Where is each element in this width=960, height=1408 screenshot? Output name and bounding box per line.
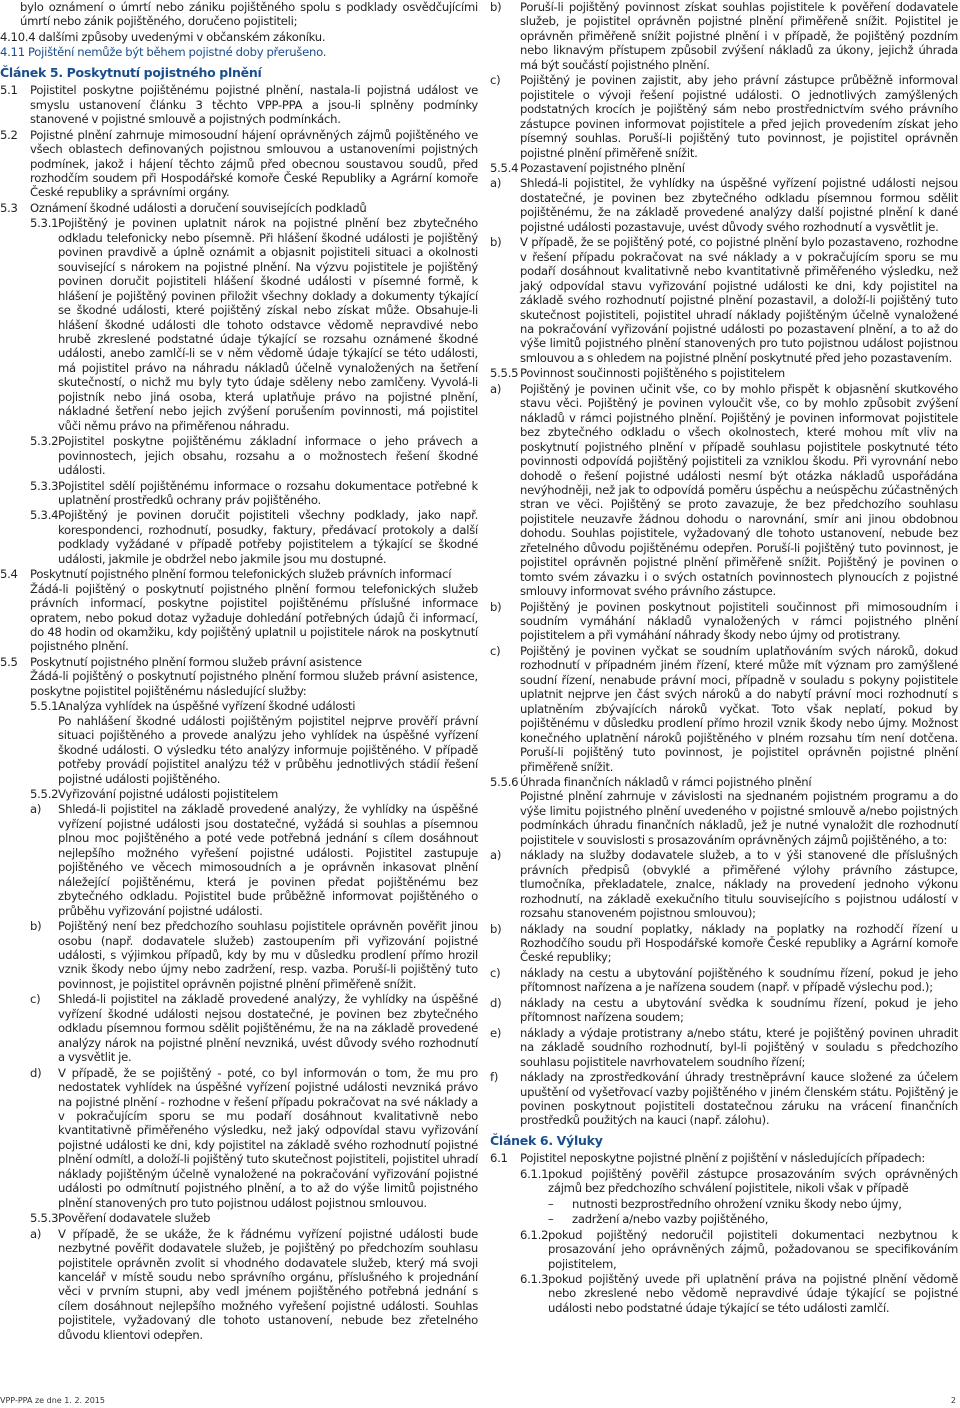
clause-5-5-2: 5.5.2 Vyřizování pojistné události pojistitelem (30, 787, 279, 802)
clause-5-4: 5.4 Poskytnutí pojistného plnění formou telefonických služeb právních informací Žádá-li pojištěný o poskytnutí pojistného plnění formou telefonických služeb právních informací, poskytne pojistitel pojištěnému příslušné informace opratem, nebo pokud dotaz vyžaduje dohledání potřebných údajů či informací, do 48 hodin od okamžiku, kdy pojištěný uplatnil u pojistitele nárok na poskytnutí pojistného plnění. (0, 567, 478, 654)
clause-5-5-3-a: a) V případě, že se ukáže, že k řádnému vyřízení pojistné události bude nezbytné pověřit dodavatele služeb, je pojištěný po předchozím souhlasu pojistitele oprávněn zvolit si vhodného dodavatele služeb, který má svoji kancelář v místě soudu nebo správního orgánu, příslušného k projednání věci v prvním stupni, aby vedl jménem pojištěného potřebná jednání s cílem dosáhnout nejlepšího možného vyřešení pojistné události. Souhlas pojistitele, vyžadovaný dle tohoto ustanovení, nebude bez zřetelného důvodu klientovi odepřen. (30, 1226, 478, 1342)
clause-5-3: 5.3 Oznámení škodné události a doručení souvisejících podkladů (0, 200, 367, 215)
clause-5-5-3-b: b) Poruší-li pojištěný povinnost získat souhlas pojistitele k pověření dodavatele služeb, je pojistitel oprávněn pojistné plnění přiměřeně snížit. Pojistitel je oprávněn přiměřeně snížit pojistné plnění i v případě, že pojištěný pozdním nebo liknavým přístupem způsobil zvýšení nákladů za úkony, jejichž úhrada má být součástí pojistného plnění. (490, 0, 958, 72)
clause-5-5-4: 5.5.4 Pozastavení pojistného plnění (490, 160, 685, 175)
clause-5-5-2-b: b) Pojištěný není bez předchozího souhlasu pojistitele oprávněn pověřit jinou osobu (např. dodavatele služeb) zastoupením při vyřizování pojistné události, s výjimkou případů, kdy by mu v důsledku prodlení přímo hrozil vznik škody nebo újmy nebo zadržení, resp. vazba. Poruší-li pojištěný tuto povinnost, je pojistitel oprávněn pojistné plnění přiměřeně snížit. (30, 919, 478, 991)
clause-5-3-2: 5.3.2 Pojistitel poskytne pojištěnému základní informace o jeho právech a povinnostech, jejich obsahu, rozsahu a o možnostech řešení škodné události. (30, 434, 478, 478)
clause-5-5-5-c: c) Pojištěný je povinen vyčkat se soudním uplatňováním svých nároků, dokud rozhodnutí v případném jiném řízení, které může mít význam pro zamýšlené soudní řízení, nenabude právní moci, případně v souladu s pokyny pojistitele uplatnit nejprve jen část svých nároků a do nabytí právní moci rozhodnutí s uplatněním zbývajících nároků vyčkat. Toto však neplatí, pokud by pojištěnému v důsledku prodlení přímo hrozil vznik škody nebo újmy. Možnost konečného uplatnění nároků pojištěného v plném rozsahu tím není dotčena. Poruší-li pojištěný tuto povinnost, je pojistitel oprávněn pojistné plnění přiměřeně snížit. (490, 643, 958, 774)
article-heading: Článek 5. Poskytnutí pojistného plnění (0, 64, 262, 80)
left-column (0, 0, 478, 1343)
clause-5-5-2-d: d) V případě, že se pojištěný - poté, co byl informován o tom, že mu pro nedostatek vyhlídek na úspěšné vyřízení pojistné události nevzniká právo na pojistné plnění - rozhodne v řešení případu pokračovat na své náklady a v pokračujícím sporu se mu podaří dosáhnout kvalitativně nebo kvantitativně přiměřeného výsledku, než jaký odpovídal stavu vyřizování pojistné události ke dni, kdy pojistitel na základě svého rozhodnutí pojistné plnění odmítl, a doloží-li pojištěný tuto skutečnost pojistiteli, pojistitel uhradí náklady pojištěným účelně vynaložené na pokračování vyřizování pojistné události po odmítnutí pojistného plnění, a to až do výše limitů pojistného plnění stanovených pro tuto pojistnou událost pojistnou smlouvou. (30, 1065, 479, 1210)
clause-5-5-4-a: a) Shledá-li pojistitel, že vyhlídky na úspěšné vyřízení pojistné události nejsou dostatečné, je povinen bez zbytečného odkladu písemnou formou sdělit pojištěnému, že na základě provedené analýzy další pojistné plnění k dané pojistné události pozastavuje, uvést důvody svého rozhodnutí a vysvětlit je. (490, 176, 958, 234)
clause-5-3-4: 5.3.4 Pojištěný je povinen doručit pojistiteli všechny podklady, jako např. korespondenci, rozhodnutí, posudky, faktury, předávací protokoly a další podklady vyžádané v případě potřeby pojistitelem a týkající se škodné události, jakmile je obdržel nebo jakmile jsou mu dostupné. (30, 508, 478, 566)
clause-6-1-1-dash: – nutnosti bezprostředního ohrožení vzniku škody nebo újmy, (548, 1196, 902, 1211)
clause-4-11: 4.11 Pojištění nemůže být během pojistné doby přerušeno. (0, 45, 327, 60)
clause-5-5-6: 5.5.6 Úhrada finančních nákladů v rámci pojistného plnění Pojistné plnění zahrnuje v závislosti na sjednaném pojistném programu a do výše limitu pojistného plnění uvedeného v pojistné smlouvě a/nebo pojistných podmínkách úhradu finančních nákladů, jež je nutné vynaložit dle rozhodnutí pojistitele v souvislosti s prosazováním oprávněných zájmů pojištěného, a to: (490, 775, 958, 847)
clause-6-1-1-dash: – zadržení a/nebo vazby pojištěného, (548, 1212, 769, 1227)
footer-document-id: VPP-PPA ze dne 1. 2. 2015 (0, 1396, 105, 1405)
page-number: 2 (950, 1396, 956, 1405)
clause-5-1: 5.1 Pojistitel poskytne pojištěnému pojistné plnění, nastala-li pojistná událost ve smyslu ustanovení článku 3 těchto VPP-PPA a jsou-li splněny podmínky stanovené v pojistné smlouvě a pojistných podmínkách. (0, 83, 478, 127)
clause-5-5-6-a: a) náklady na služby dodavatele služeb, a to v ýši stanovené dle příslušných právních předpisů (obvyklé a přiměřené výlohy právního zástupce, tlumočníka, překladatele, znalce, náklady na provedení jednoho výkonu rozhodnutí, na základě exekučního titulu souvisejícího s pojistnou událostí v rozsahu stanoveném pojistnou smlouvou); (490, 848, 958, 921)
clause-5-2: 5.2 Pojistné plnění zahrnuje mimosoudní hájení oprávněných zájmů pojištěného ve všech oblastech definovaných pojistnou smlouvou a ustanoveními pojistných podmínek, jakož i hájení těchto zájmů před obecnou soustavou soudů, před rozhodčím soudem při Hospodářské komoře České Republiky a Agrární komoře České republiky a správními orgány. (0, 127, 478, 200)
clause-5-5-2-a: a) Shledá-li pojistitel na základě provedené analýzy, že vyhlídky na úspěšné vyřízení pojistné události jsou dostatečné, vyžádá si souhlas a písemnou plnou moc pojištěného a poté vede potřebná jednání s cílem dosáhnout nejlepšího možného vyřešení pojistné události. Pojistitel zastupuje pojištěného ve věcech mimosoudních a je oprávněn inkasovat plnění náležející pojištěnému, která je povinen předat pojištěnému bez zbytečného odkladu. Pojistitel bude průběžně informovat pojištěného o průběhu vyřizování pojistné události. (30, 802, 478, 918)
clause-5-5-6-d: d) náklady na cestu a ubytování svědka k soudnímu řízení, pokud je jeho přítomnost nařízena soudem; (490, 995, 958, 1025)
clause-5-5-3-c: c) Pojištěný je povinen zajistit, aby jeho právní zástupce průběžně informoval pojistitele o vývoji řešení pojistné události. O jednotlivých zamýšlených podstatných krocích je pojištěný sám nebo prostřednictvím svého právního zástupce povinen informovat pojistitele a před jejich provedením získat jeho písemný souhlas. Poruší-li pojištěný tuto povinnost, je pojistitel oprávněn pojistné plnění přiměřeně snížit. (490, 73, 958, 160)
clause-6-1: 6.1 Pojistitel neposkytne pojistné plnění z pojištění v následujících případech: (490, 1151, 926, 1166)
clause-6-1-3: 6.1.3 pokud pojištěný uvede při uplatnění práva na pojistné plnění vědomě nebo zkreslené nebo vědomě nepravdivé údaje týkající se pojistné události nebo podstatné údaje týkající se této události zamlčí. (520, 1271, 958, 1315)
clause-5-5-6-e: e) náklady a výdaje protistrany a/nebo státu, které je pojištěný povinen uhradit na základě soudního rozhodnutí, byl-li pojištěný v souladu s předchozího souhlasu pojistitele navrhovatelem soudního řízení; (490, 1025, 958, 1069)
clause-5-5-1: 5.5.1 Analýza vyhlídek na úspěšné vyřízení škodné události Po nahlášení škodné události pojištěným pojistitel nejprve prověří právní situaci pojištěného a provede analýzu jeho vyhlídek na úspěšné vyřízení škodné události. O výsledku této analýzy informuje pojištěného. V případě potřeby provádí pojistitel analýzu též v průběhu jednotlivých stádií řešení pojistné události pojištěného. (30, 699, 478, 786)
clause-5-5: 5.5 Poskytnutí pojistného plnění formou služeb právní asistence Žádá-li pojištěný o poskytnutí pojistného plnění formou služeb právní asistence, poskytne pojistitel pojištěnému následující služby: (0, 654, 478, 698)
article-heading: Článek 6. Výluky (490, 1132, 603, 1148)
clause-5-5-6-b: b) náklady na soudní poplatky, náklady na poplatky na rozhodčí řízení u Rozhodčího soudu při Hospodářské komoře České republiky a Agrární komoře České republiky; (490, 921, 958, 965)
right-column (490, 0, 958, 1316)
clause-5-3-1: 5.3.1 Pojištěný je povinen uplatnit nárok na pojistné plnění bez zbytečného odkladu telefonicky nebo písemně. Při hlášení škodné události je pojištěný povinen pravdivě a úplně oznámit a objasnit pojistiteli situaci a okolnosti související s nárokem na pojistné plnění. Na výzvu pojistitele je pojištěný povinen doručit pojistiteli hlášení škodné události v písemné formě, k hlášení je pojištěný povinen přiložit všechny doklady a dokumenty týkající se škodné události, které pojištěný získal nebo získat může. Obsahuje-li hlášení škodné události dle tohoto odstavce vědomě nepravdivé nebo hrubě zkreslené podstatné údaje týkající se rozsahu oznámené škodné události, anebo zamlčí-li se v něm vědomě údaje týkající se této události, má pojistitel právo na náhradu nákladů účelně vynaložených na šetření skutečností, o nichž mu byly tyto údaje sděleny nebo zamlčeny. Vyvolá-li pojistník nebo jiná osoba, která uplatňuje právo na pojistné plnění, nákladné šetření nebo jejich zvýšení porušením povinnosti, má pojistitel vůči němu právo na přiměřenou náhradu. (30, 216, 478, 433)
clause-5-5-2-c: c) Shledá-li pojistitel na základě provedené analýzy, že vyhlídky na úspěšné vyřízení škodné události nejsou dostatečné, je povinen bez zbytečného odkladu písemnou formou sdělit pojištěnému, že na na základě provedené analýzy nárok na pojistné plnění nevzniká, uvést důvody svého rozhodnutí a vysvětlit je. (30, 992, 478, 1065)
clause-5-5-4-b: b) V případě, že se pojištěný poté, co pojistné plnění bylo pozastaveno, rozhodne v řešení případu pokračovat na své náklady a v pokračujícím sporu se mu podaří dosáhnout kvalitativně nebo kvantitativně přiměřeného výsledku, než jaký odpovídal stavu vyřizování pojistné události ke dni, kdy pojistitel na základě svého rozhodnutí pojistné plnění pozastavil, a doloží-li pojištěný tuto skutečnost pojistiteli, pojistitel uhradí náklady pojištěným účelně vynaložené na pokračování vyřizování pojistné události po pozastavení plnění, a to až do výše limitů pojistného plnění stanovených pro tuto pojistnou událost pojistnou smlouvou a s ohledem na pojistné plnění poskytnuté před jeho pozastavením. (490, 235, 958, 365)
clause-5-3-3: 5.3.3 Pojistitel sdělí pojištěnému informace o rozsahu dokumentace potřebné k uplatnění prostředků ochrany práv pojištěného. (30, 478, 478, 507)
clause-5-5-6-c: c) náklady na cestu a ubytování pojištěného k soudnímu řízení, pokud je jeho přítomnost nařízena a je nařízena soudem (např. v případě výslechu pod.); (490, 965, 958, 995)
clause-6-1-1: 6.1.1 pokud pojištěný pověřil zástupce prosazováním svých oprávněných zájmů bez předchozího schválení pojistitele, nikoli však v případě (520, 1166, 958, 1196)
paragraph: bylo oznámení o úmrtí nebo zániku pojištěného spolu s podklady osvědčujícími úmrtí nebo zánik pojištěného, doručeno pojistiteli; (20, 0, 478, 29)
clause-5-5-3: 5.5.3 Pověření dodavatele služeb (30, 1211, 211, 1226)
clause-5-5-5: 5.5.5 Povinnost součinnosti pojištěného s pojistitelem (490, 366, 785, 381)
clause-4-10-4: 4.10.4 dalšími způsoby uvedenými v občanském zákoníku. (0, 29, 326, 44)
clause-5-5-5-a: a) Pojištěný je povinen učinit vše, co by mohlo přispět k objasnění skutkového stavu věci. Pojištěný je povinen vyloučit vše, co by mohlo způsobit zvýšení nákladů v rámci pojistného plnění. Pojištěný je povinen informovat pojistitele bez zbytečného odkladu o všech okolnostech, které mohou mít vliv na poskytnutí pojistného plnění v případě souhlasu pojistitele poskytnuté této povinnosti odpovídá pojištěný pojistiteli za vzniklou škodu. Při vyrovnání nebo dohodě o řešení pojistné události nesmí být otázka nákladů uspořádána nevýhodněji, než jak to odpovídá poměru úspěchu a neúspěchu zúčastněných stran ve věci. Pojištěný se proto zavazuje, že bez předchozího souhlasu pojistitele neuzavře žádnou dohodu o narovnání, smír ani jinou obdobnou dohodu. Souhlas pojistitele, vyžadovaný dle tohoto ustanovení, nebude bez zřetelného důvodu pojištěnému odepřen. Poruší-li pojištěný tuto povinnost, je pojistitel oprávněn pojistné plnění přiměřeně snížit. Pojištěný je povinen o tomto svém závazku i o svých ostatních povinnostech plynoucích z pojistné smlouvy informovat svého právního zástupce. (490, 381, 958, 599)
clause-5-5-5-b: b) Pojištěný je povinen poskytnout pojistiteli součinnost při mimosoudním i soudním vymáhání nákladů vynaložených v rámci pojistného plnění pojistitelem a při vymáhání náhrady škody nebo újmy od protistrany. (490, 599, 958, 643)
clause-6-1-2: 6.1.2 pokud pojištěný nedoručil pojistiteli dokumentaci nezbytnou k prosazování jeho oprávněných zájmů, požadovanou se specifikováním pojistitelem, (520, 1227, 958, 1271)
clause-5-5-6-f: f) náklady na zprostředkování úhrady trestněprávní kauce složené za účelem upuštění od vyšetřovací vazby pojištěného v jiném členském státu. Pojištěný je povinen poskytnout pojistiteli dostatečnou záruku na vrácení finančních prostředků použitých na kauci (např. zálohu). (490, 1070, 958, 1128)
